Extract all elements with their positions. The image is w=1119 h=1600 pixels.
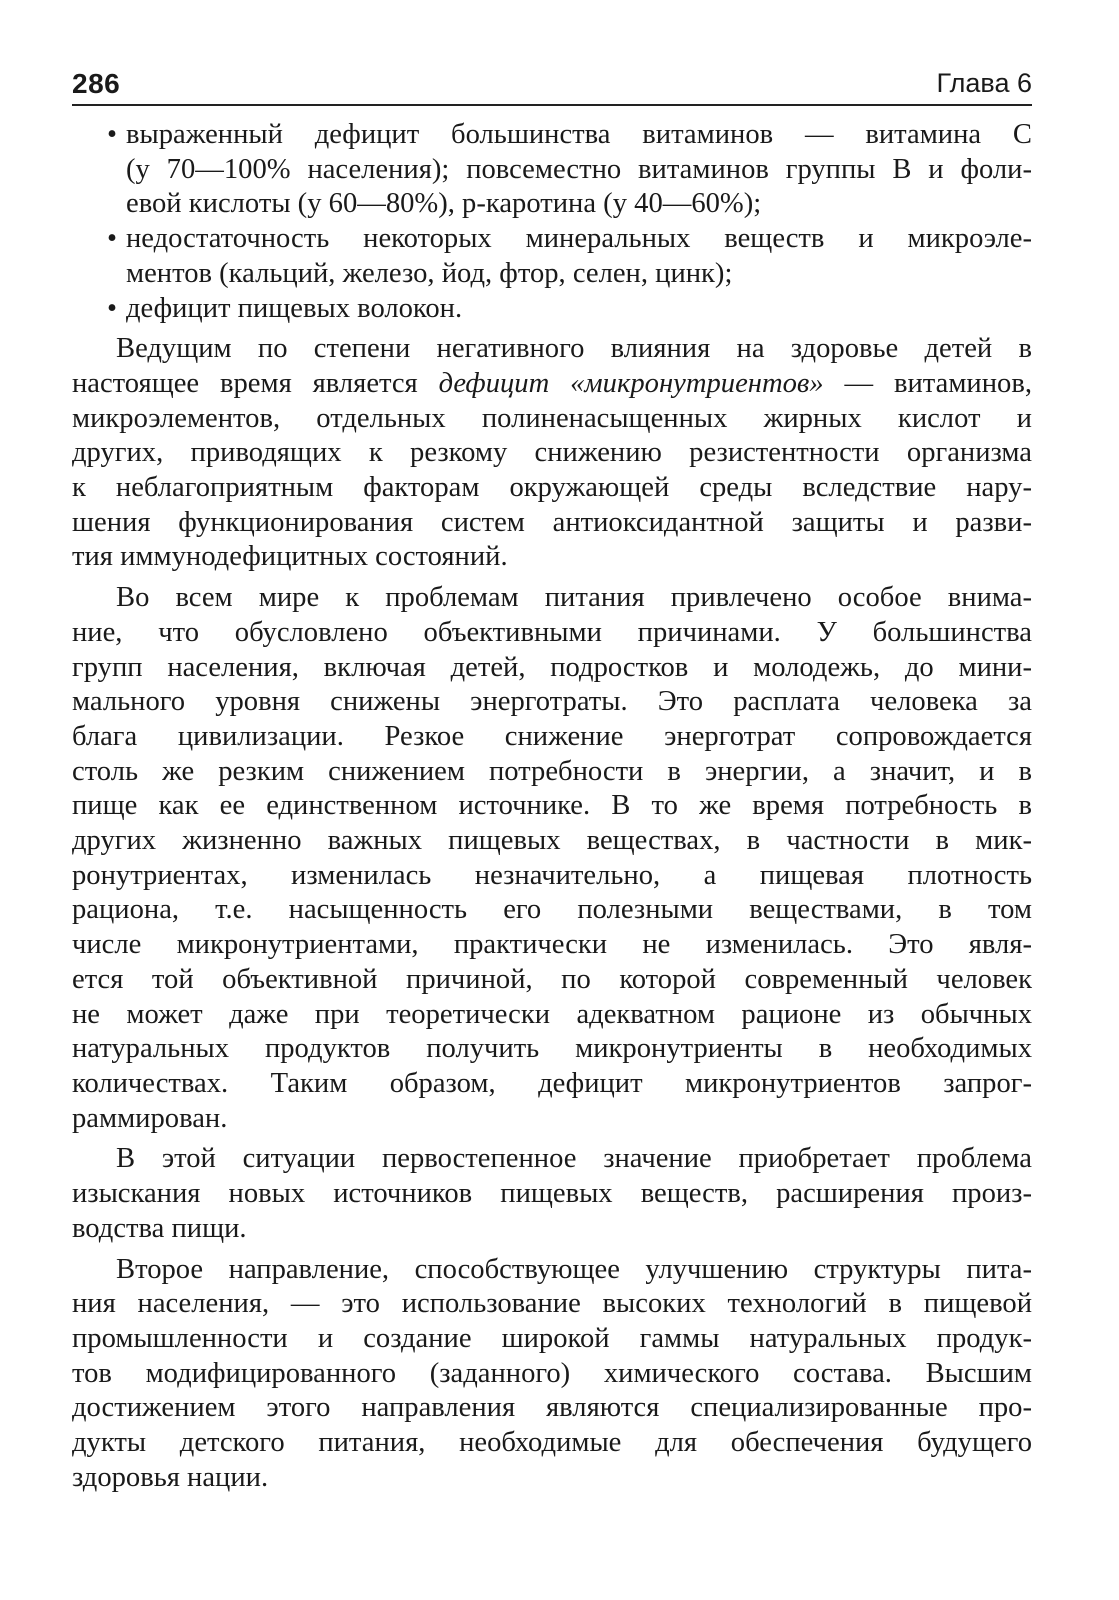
text-line: числе микронутриентами, практически не изменилась. Это явля-: [72, 929, 1032, 961]
bullet-item: [72, 292, 1032, 327]
text-line: выраженный дефицит большинства витаминов — витамина С: [126, 119, 1032, 150]
text-line: промышленности и создание широкой гаммы натуральных продук-: [72, 1322, 1032, 1354]
text-line: столь же резким снижением потребности в энергии, а значит, и в: [72, 755, 1032, 787]
text-line: раммирован.: [72, 1102, 228, 1134]
paragraph-second-direction: [72, 1253, 1032, 1496]
text-line: водства пищи.: [72, 1212, 247, 1244]
paragraph-micronutrient-deficit: [72, 332, 1032, 575]
text-line: тов модифицированного (заданного) химического состава. Высшим: [72, 1357, 1032, 1389]
emphasis-term: дефицит «микронутриентов»: [438, 367, 824, 399]
chapter-label: Глава 6: [936, 68, 1032, 98]
text-line: ментов (кальций, железо, йод, фтор, селен, цинк);: [126, 257, 733, 289]
text-line: Второе направление, способствующее улучшению структуры пита-: [116, 1253, 1032, 1285]
text-line: мального уровня снижены энерготраты. Это расплата человека за: [72, 686, 1032, 718]
text-line: пище как ее единственном источнике. В то же время потребность в: [72, 790, 1032, 822]
text-line: евой кислоты (у 60—80%), р-каротина (у 40—60%);: [126, 188, 762, 220]
text-line: Во всем мире к проблемам питания привлечено особое внима-: [116, 582, 1032, 614]
text-line: блага цивилизации. Резкое снижение энерготрат сопровождается: [72, 720, 1032, 752]
text-line: шения функционирования систем антиоксидантной защиты и разви-: [72, 506, 1032, 538]
text-line: недостаточность некоторых минеральных веществ и микроэле-: [126, 223, 1032, 255]
text-line: Ведущим по степени негативного влияния на здоровье детей в: [116, 333, 1032, 365]
text-run: — витаминов,: [823, 367, 1032, 399]
text-line: дефицит пищевых волокон.: [126, 292, 463, 324]
text-line: здоровья нации.: [72, 1461, 269, 1493]
text-line: к неблагоприятным факторам окружающей среды вследствие нару-: [72, 472, 1032, 504]
bullet-marker: •: [107, 119, 118, 150]
page-header: [72, 64, 1032, 106]
paragraph-world-nutrition: [72, 581, 1032, 1136]
text-line: В этой ситуации первостепенное значение приобретает проблема: [116, 1143, 1032, 1175]
paragraph-new-sources: [72, 1142, 1032, 1246]
page-body: [72, 118, 1032, 1495]
text-line: других жизненно важных пищевых веществах, в частности в мик-: [72, 825, 1032, 857]
bullet-marker: •: [107, 292, 118, 324]
text-line: не может даже при теоретически адекватном рационе из обычных: [72, 998, 1032, 1030]
text-line: ние, что обусловлено объективными причинами. У большинства: [72, 616, 1032, 648]
text-line: [72, 367, 1032, 402]
text-line: ронутриентах, изменилась незначительно, а пищевая плотность: [72, 859, 1032, 891]
text-line: групп населения, включая детей, подростков и молодежь, до мини-: [72, 651, 1032, 683]
text-line: натуральных продуктов получить микронутриенты в необходимых: [72, 1033, 1032, 1065]
text-line: рациона, т.е. насыщенность его полезными веществами, в том: [72, 894, 1032, 926]
text-line: других, приводящих к резкому снижению резистентности организма: [72, 437, 1032, 469]
text-line: микроэлементов, отдельных полиненасыщенных жирных кислот и: [72, 402, 1032, 434]
bullet-list: [72, 118, 1032, 326]
page-number: 286: [72, 68, 121, 99]
text-line: достижением этого направления являются специализированные про-: [72, 1392, 1032, 1424]
text-line: дукты детского питания, необходимые для обеспечения будущего: [72, 1427, 1032, 1459]
bullet-item: [72, 118, 1032, 222]
bullet-item: [72, 222, 1032, 291]
text-line: изыскания новых источников пищевых веществ, расширения произ-: [72, 1178, 1032, 1210]
text-run: настоящее время является: [72, 367, 439, 399]
bullet-marker: •: [107, 223, 118, 255]
text-line: (у 70—100% населения); повсеместно витаминов группы В и фоли-: [126, 153, 1032, 185]
text-line: тия иммунодефицитных состояний.: [72, 541, 508, 573]
text-line: ется той объективной причиной, по которой современный человек: [72, 963, 1032, 995]
text-line: ния населения, — это использование высоких технологий в пищевой: [72, 1288, 1032, 1320]
text-line: количествах. Таким образом, дефицит микронутриентов запрог-: [72, 1067, 1032, 1099]
